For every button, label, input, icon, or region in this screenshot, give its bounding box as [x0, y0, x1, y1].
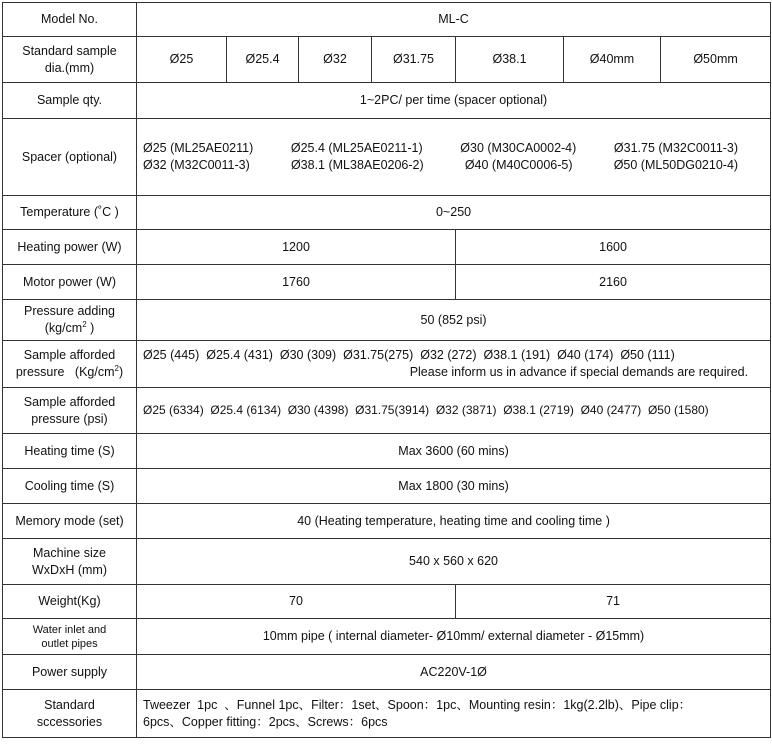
- accessories-label-line1: Standard: [44, 697, 95, 712]
- spacer-item: Ø38.1 (ML38AE0206-2): [290, 158, 424, 172]
- model-label: Model No.: [3, 3, 137, 37]
- machine-size-label-line2: WxDxH (mm): [32, 562, 107, 577]
- afforded-psi-values-line: Ø25 (6334) Ø25.4 (6134) Ø30 (4398) Ø31.75(3914) Ø32 (3871) Ø38.1 (2719) Ø40 (2477) Ø50 (1580): [143, 403, 709, 417]
- sample-dia-value: Ø31.75: [372, 37, 456, 83]
- pressure-adding-label-line1: Pressure adding: [23, 304, 116, 318]
- row-model: [3, 3, 771, 37]
- heating-power-value: 1600: [456, 230, 771, 265]
- sample-dia-value: Ø40mm: [564, 37, 661, 83]
- machine-size-value: 540 x 560 x 620: [137, 539, 771, 585]
- sample-dia-label: [3, 37, 137, 83]
- row-afforded-psi: [3, 388, 771, 434]
- cooling-time-value: Max 1800 (30 mins): [137, 469, 771, 504]
- spacer-item: Ø31.75 (M32C0011-3): [613, 141, 739, 155]
- machine-size-label: [3, 539, 137, 585]
- row-accessories: [3, 690, 771, 738]
- temperature-label: Temperature (˚C ): [3, 196, 137, 230]
- sample-dia-value: Ø50mm: [661, 37, 771, 83]
- spacer-item: Ø25.4 (ML25AE0211-1): [290, 141, 423, 155]
- spacer-line-1: [143, 140, 766, 157]
- afforded-psi-label: [3, 388, 137, 434]
- accessories-value: [137, 690, 771, 738]
- memory-mode-label: Memory mode (set): [3, 504, 137, 539]
- memory-mode-value: 40 (Heating temperature, heating time and cooling time ): [137, 504, 771, 539]
- accessories-line-2: 6pcs、Copper fitting：2pcs、Screws：6pcs: [143, 714, 388, 729]
- weight-value: 70: [137, 585, 456, 619]
- row-water: [3, 619, 771, 655]
- sample-dia-value: Ø32: [299, 37, 372, 83]
- motor-power-value: 1760: [137, 265, 456, 300]
- afforded-kg-label-end: ): [118, 365, 124, 379]
- spacer-label: Spacer (optional): [3, 119, 137, 196]
- heating-power-label: Heating power (W): [3, 230, 137, 265]
- afforded-kg-label-line2: pressure (Kg/cm: [15, 365, 115, 379]
- row-memory-mode: [3, 504, 771, 539]
- sample-qty-label: Sample qty.: [3, 83, 137, 119]
- afforded-kg-values-line: Ø25 (445) Ø25.4 (431) Ø30 (309) Ø31.75(275) Ø32 (272) Ø38.1 (191) Ø40 (174) Ø50 (111): [143, 348, 675, 362]
- afforded-kg-note: Please inform us in advance if special demands are required.: [409, 365, 749, 379]
- afforded-psi-label-line2: pressure (psi): [31, 411, 108, 426]
- spacer-item: Ø32 (M32C0011-3): [143, 158, 250, 172]
- weight-label: Weight(Kg): [3, 585, 137, 619]
- spacer-item: Ø50 (ML50DG0210-4): [613, 158, 739, 172]
- row-power-supply: [3, 655, 771, 690]
- spacer-line-2: [143, 157, 766, 174]
- weight-value: 71: [456, 585, 771, 619]
- afforded-psi-label-line1: Sample afforded: [23, 394, 116, 409]
- water-label-line2: outlet pipes: [41, 637, 98, 650]
- row-sample-qty: [3, 83, 771, 119]
- pressure-adding-label: [3, 300, 137, 341]
- sample-dia-value: Ø38.1: [456, 37, 564, 83]
- power-supply-label: Power supply: [3, 655, 137, 690]
- spacer-value: [137, 119, 771, 196]
- accessories-label-line2: sccessories: [36, 714, 103, 729]
- water-value: 10mm pipe ( internal diameter- Ø10mm/ external diameter - Ø15mm): [137, 619, 771, 655]
- row-spacer: [3, 119, 771, 196]
- pressure-adding-label-end: ): [86, 321, 95, 335]
- machine-size-label-line1: Machine size: [33, 545, 106, 560]
- row-afforded-kg: [3, 341, 771, 388]
- spec-table: [2, 2, 771, 738]
- sample-qty-value: 1~2PC/ per time (spacer optional): [137, 83, 771, 119]
- sample-dia-label-line1: Standard sample: [22, 43, 117, 58]
- spacer-item: Ø25 (ML25AE0211): [143, 141, 254, 155]
- spacer-item: Ø40 (M40C0006-5): [464, 158, 573, 172]
- cooling-time-label: Cooling time (S): [3, 469, 137, 504]
- afforded-kg-label: [3, 341, 137, 388]
- heating-power-value: 1200: [137, 230, 456, 265]
- row-temperature: [3, 196, 771, 230]
- afforded-kg-label-line1: Sample afforded: [23, 348, 116, 362]
- model-value: ML-C: [137, 3, 771, 37]
- accessories-line-1: Tweezer 1pc 、Funnel 1pc、Filter：1set、Spoon：1pc、Mounting resin：1kg(2.2lb)、Pipe clip：: [143, 697, 692, 712]
- sample-dia-value: Ø25.4: [227, 37, 299, 83]
- afforded-kg-value: [137, 341, 771, 388]
- row-motor-power: [3, 265, 771, 300]
- power-supply-value: AC220V-1Ø: [137, 655, 771, 690]
- afforded-psi-value: [137, 388, 771, 434]
- spacer-item: Ø30 (M30CA0002-4): [460, 141, 577, 155]
- accessories-label: [3, 690, 137, 738]
- pressure-adding-value: 50 (852 psi): [137, 300, 771, 341]
- heating-time-value: Max 3600 (60 mins): [137, 434, 771, 469]
- water-label: [3, 619, 137, 655]
- temperature-value: 0~250: [137, 196, 771, 230]
- row-machine-size: [3, 539, 771, 585]
- row-cooling-time: [3, 469, 771, 504]
- water-label-line1: Water inlet and: [32, 623, 107, 636]
- sample-dia-label-line2: dia.(mm): [44, 60, 95, 75]
- heating-time-label: Heating time (S): [3, 434, 137, 469]
- row-heating-power: [3, 230, 771, 265]
- unit-superscript: 2: [82, 319, 87, 329]
- row-heating-time: [3, 434, 771, 469]
- pressure-adding-label-line2: (kg/cm: [44, 321, 83, 335]
- unit-superscript: 2: [114, 363, 119, 373]
- row-pressure-adding: [3, 300, 771, 341]
- row-weight: [3, 585, 771, 619]
- motor-power-value: 2160: [456, 265, 771, 300]
- row-sample-dia: [3, 37, 771, 83]
- motor-power-label: Motor power (W): [3, 265, 137, 300]
- sample-dia-value: Ø25: [137, 37, 227, 83]
